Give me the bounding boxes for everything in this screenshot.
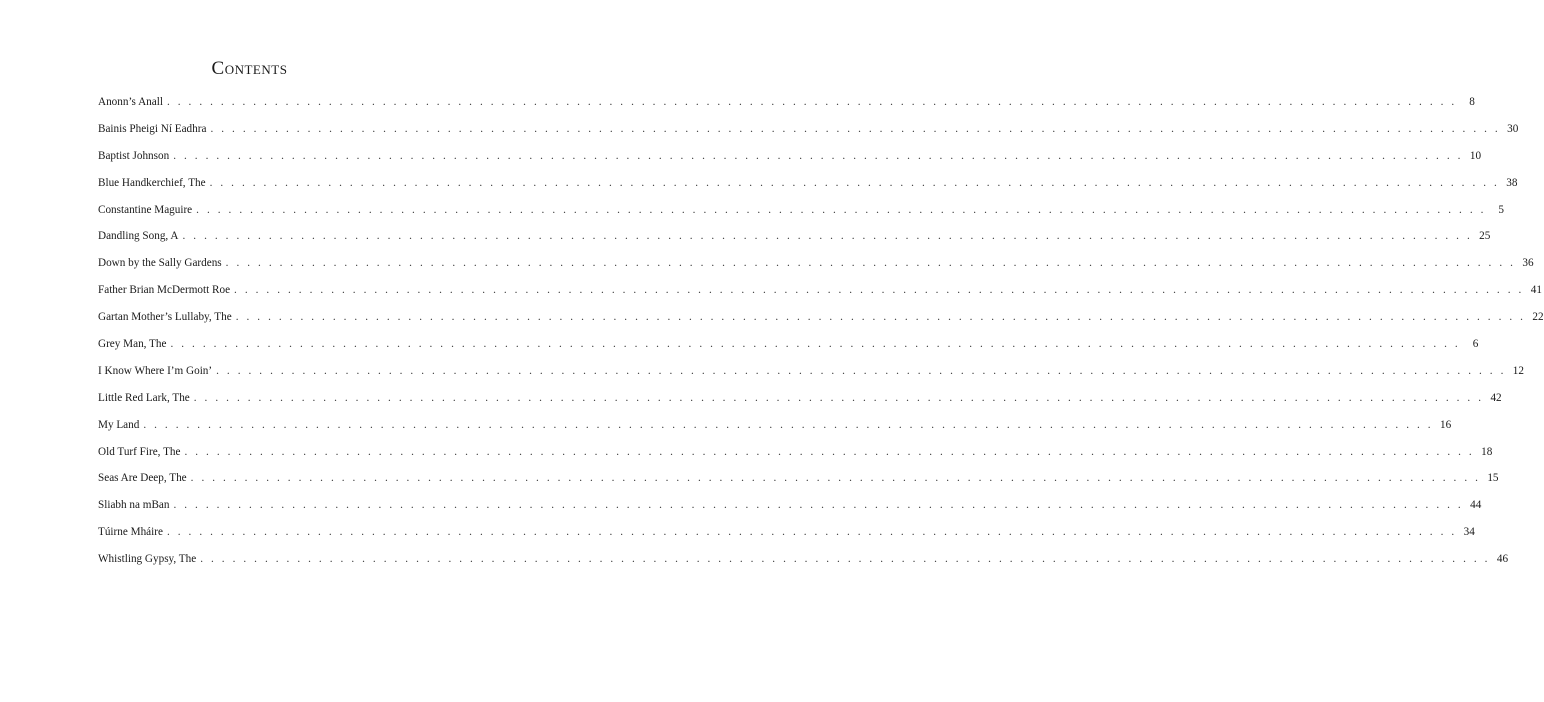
dot-leader: . . . . . . . . . . . . . . . . . . . . . . . . . . . . . . . . . . . . . . . . . . . . . . . . . . . . . . . . . . . . . . . . . . . . . . . . . . . . . . . . . . . . . . . . . . . . . . . . . . . . . . . . . . . . . . . . . . . . . . . . [209, 176, 1500, 189]
toc-entry-title: Baptist Johnson [98, 149, 170, 162]
toc-entry-page-number: 42 [1490, 391, 1502, 404]
toc-entry [98, 283, 1542, 310]
toc-entry-page-number: 46 [1496, 553, 1509, 566]
dot-leader: . . . . . . . . . . . . . . . . . . . . . . . . . . . . . . . . . . . . . . . . . . . . . . . . . . . . . . . . . . . . . . . . . . . . . . . . . . . . . . . . . . . . . . . . . . . . . . . . . . . . . . . . . . . . . . . . . . . . . . . . [216, 364, 1506, 377]
toc-entry-title: Sliabh na mBan [98, 499, 170, 512]
dot-leader: . . . . . . . . . . . . . . . . . . . . . . . . . . . . . . . . . . . . . . . . . . . . . . . . . . . . . . . . . . . . . . . . . . . . . . . . . . . . . . . . . . . . . . . . . . . . . . . . . . . . . . . . . . . . . . . . . . . . . . . . [184, 445, 1475, 458]
toc-entry-page-number: 15 [1487, 472, 1499, 485]
toc-entry-page-number: 22 [1532, 311, 1544, 324]
toc-entry [98, 391, 1502, 418]
toc-entry-page-number: 34 [1463, 526, 1475, 539]
toc-entry-title: My Land [98, 418, 140, 431]
toc-entry-page-number: 18 [1481, 445, 1493, 458]
toc-entry-title: Blue Handkerchief, The [98, 176, 206, 189]
toc-entry [98, 525, 1475, 552]
toc-entry [98, 471, 1499, 498]
dot-leader: . . . . . . . . . . . . . . . . . . . . . . . . . . . . . . . . . . . . . . . . . . . . . . . . . . . . . . . . . . . . . . . . . . . . . . . . . . . . . . . . . . . . . . . . . . . . . . . . . . . . . . . . . . . . . . . . . . . . . . . . [193, 391, 1484, 404]
dot-leader: . . . . . . . . . . . . . . . . . . . . . . . . . . . . . . . . . . . . . . . . . . . . . . . . . . . . . . . . . . . . . . . . . . . . . . . . . . . . . . . . . . . . . . . . . . . . . . . . . . . . . . . . . . . . . . . . . . . . . . . . [182, 230, 1473, 243]
toc-entry-title: Gartan Mother’s Lullaby, The [98, 311, 232, 324]
dot-leader: . . . . . . . . . . . . . . . . . . . . . . . . . . . . . . . . . . . . . . . . . . . . . . . . . . . . . . . . . . . . . . . . . . . . . . . . . . . . . . . . . . . . . . . . . . . . . . . . . . . . . . . . . . . . . . . . . . . . . . . . [143, 418, 1434, 431]
toc-entry-title: Anonn’s Anall [98, 96, 163, 108]
toc-entry [98, 337, 1479, 364]
toc-entry [98, 310, 1544, 337]
toc-entry-page-number: 8 [1469, 96, 1475, 108]
toc-entry [98, 122, 1519, 149]
dot-leader: . . . . . . . . . . . . . . . . . . . . . . . . . . . . . . . . . . . . . . . . . . . . . . . . . . . . . . . . . . . . . . . . . . . . . . . . . . . . . . . . . . . . . . . . . . . . . . . . . . . . . . . . . . . . . . . . . . . . . . . . [200, 553, 1491, 566]
toc-entry-page-number: 12 [1512, 364, 1524, 377]
dot-leader: . . . . . . . . . . . . . . . . . . . . . . . . . . . . . . . . . . . . . . . . . . . . . . . . . . . . . . . . . . . . . . . . . . . . . . . . . . . . . . . . . . . . . . . . . . . . . . . . . . . . . . . . . . . . . . . . . . . . . . . . [166, 526, 1457, 539]
dot-leader: . . . . . . . . . . . . . . . . . . . . . . . . . . . . . . . . . . . . . . . . . . . . . . . . . . . . . . . . . . . . . . . . . . . . . . . . . . . . . . . . . . . . . . . . . . . . . . . . . . . . . . . . . . . . . . . . . . . . . . . . [235, 311, 1526, 324]
toc-entry-page-number: 10 [1469, 149, 1482, 162]
toc-entry [98, 203, 1505, 230]
toc-entry [98, 364, 1524, 391]
dot-leader: . . . . . . . . . . . . . . . . . . . . . . . . . . . . . . . . . . . . . . . . . . . . . . . . . . . . . . . . . . . . . . . . . . . . . . . . . . . . . . . . . . . . . . . . . . . . . . . . . . . . . . . . . . . . . . . . . . . . . . . . [190, 472, 1481, 485]
toc-entry [98, 498, 1482, 525]
toc-entry-title: Little Red Lark, The [98, 391, 190, 404]
toc-entry-page-number: 36 [1522, 257, 1534, 270]
table-of-contents [98, 95, 1544, 579]
toc-entry [98, 229, 1491, 256]
toc-entry-title: Túirne Mháire [98, 526, 163, 539]
toc-entry [98, 149, 1482, 176]
toc-entry-page-number: 6 [1472, 338, 1479, 351]
dot-leader: . . . . . . . . . . . . . . . . . . . . . . . . . . . . . . . . . . . . . . . . . . . . . . . . . . . . . . . . . . . . . . . . . . . . . . . . . . . . . . . . . . . . . . . . . . . . . . . . . . . . . . . . . . . . . . . . . . . . . . . . [166, 96, 1457, 108]
toc-entry-page-number: 30 [1507, 122, 1519, 135]
toc-entry [98, 418, 1452, 445]
toc-entry [98, 256, 1534, 283]
page-title: Contents [211, 58, 288, 79]
toc-entry-title: Dandling Song, A [98, 230, 179, 243]
dot-leader: . . . . . . . . . . . . . . . . . . . . . . . . . . . . . . . . . . . . . . . . . . . . . . . . . . . . . . . . . . . . . . . . . . . . . . . . . . . . . . . . . . . . . . . . . . . . . . . . . . . . . . . . . . . . . . . . . . . . . . . . [225, 257, 1516, 270]
dot-leader: . . . . . . . . . . . . . . . . . . . . . . . . . . . . . . . . . . . . . . . . . . . . . . . . . . . . . . . . . . . . . . . . . . . . . . . . . . . . . . . . . . . . . . . . . . . . . . . . . . . . . . . . . . . . . . . . . . . . . . . . [210, 122, 1501, 135]
toc-entry [98, 176, 1518, 203]
toc-entry-page-number: 5 [1498, 203, 1505, 216]
toc-entry-title: Seas Are Deep, The [98, 472, 187, 485]
toc-entry-page-number: 38 [1506, 176, 1518, 189]
toc-entry-title: Constantine Maguire [98, 203, 193, 216]
toc-entry [98, 95, 1475, 122]
toc-entry-page-number: 25 [1479, 230, 1491, 243]
toc-entry-title: Whistling Gypsy, The [98, 553, 197, 566]
toc-entry-title: Grey Man, The [98, 338, 167, 351]
toc-entry-page-number: 44 [1470, 499, 1482, 512]
dot-leader: . . . . . . . . . . . . . . . . . . . . . . . . . . . . . . . . . . . . . . . . . . . . . . . . . . . . . . . . . . . . . . . . . . . . . . . . . . . . . . . . . . . . . . . . . . . . . . . . . . . . . . . . . . . . . . . . . . . . . . . . [234, 284, 1524, 297]
toc-entry-page-number: 16 [1440, 418, 1452, 431]
dot-leader: . . . . . . . . . . . . . . . . . . . . . . . . . . . . . . . . . . . . . . . . . . . . . . . . . . . . . . . . . . . . . . . . . . . . . . . . . . . . . . . . . . . . . . . . . . . . . . . . . . . . . . . . . . . . . . . . . . . . . . . . [173, 499, 1464, 512]
dot-leader: . . . . . . . . . . . . . . . . . . . . . . . . . . . . . . . . . . . . . . . . . . . . . . . . . . . . . . . . . . . . . . . . . . . . . . . . . . . . . . . . . . . . . . . . . . . . . . . . . . . . . . . . . . . . . . . . . . . . . . . . [196, 203, 1487, 216]
dot-leader: . . . . . . . . . . . . . . . . . . . . . . . . . . . . . . . . . . . . . . . . . . . . . . . . . . . . . . . . . . . . . . . . . . . . . . . . . . . . . . . . . . . . . . . . . . . . . . . . . . . . . . . . . . . . . . . . . . . . . . . . [173, 149, 1464, 162]
toc-entry-title: Father Brian McDermott Roe [98, 284, 231, 297]
toc-entry-title: Bainis Pheigi Ní Eadhra [98, 122, 207, 135]
toc-entry-page-number: 41 [1530, 284, 1542, 297]
toc-entry-title: Down by the Sally Gardens [98, 257, 222, 270]
toc-entry [98, 445, 1493, 472]
toc-entry [98, 552, 1509, 579]
toc-entry-title: Old Turf Fire, The [98, 445, 181, 458]
dot-leader: . . . . . . . . . . . . . . . . . . . . . . . . . . . . . . . . . . . . . . . . . . . . . . . . . . . . . . . . . . . . . . . . . . . . . . . . . . . . . . . . . . . . . . . . . . . . . . . . . . . . . . . . . . . . . . . . . . . . . . . . [170, 338, 1461, 351]
toc-entry-title: I Know Where I’m Goin’ [98, 364, 213, 377]
